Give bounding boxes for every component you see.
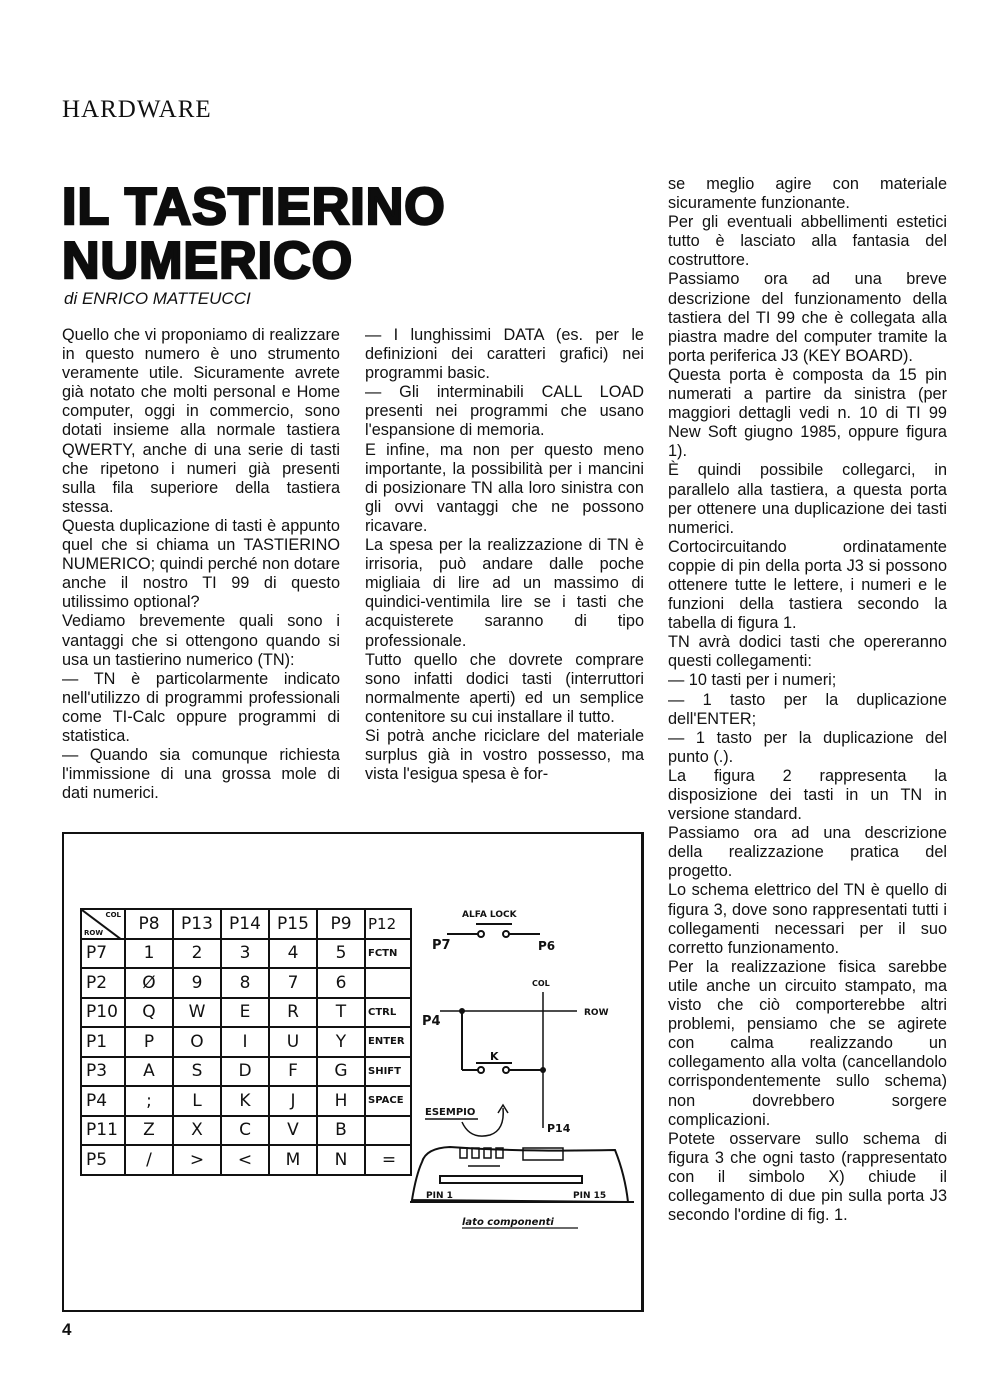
paragraph: — 1 tasto per la duplicazione del punto (.). [668,728,947,766]
row-pin-label: P4 [422,1014,441,1029]
key-cell: E [221,998,269,1028]
title-line-1: IL TASTIERINO [62,178,446,236]
key-cell: A [125,1057,173,1087]
key-cell: H [317,1086,365,1116]
article-title [62,180,446,288]
row-pin-cell: P7 [81,939,125,969]
key-cell: 9 [173,968,221,998]
table-row [81,1086,411,1116]
title-line-2: NUMERICO [62,232,354,290]
table-row [81,998,411,1028]
row-pin-cell: P3 [81,1057,125,1087]
key-cell: Ø [125,968,173,998]
key-cell: G [317,1057,365,1087]
paragraph: La spesa per la realizzazione di TN è irrisoria, può andare dalle poche migliaia di lire ad un massimo di quindici-ventimila lire se i tasti che acquisterete saranno di tipo professionale. [365,536,644,650]
row-pin-cell: P10 [81,998,125,1028]
paragraph: Lo schema elettrico del TN è quello di figura 3, dove sono rappresentati tutti i collegamenti necessari per il suo corretto funzionamento. [668,881,947,957]
switch-contact [478,1067,484,1073]
pin15-label: PIN 15 [573,1191,607,1201]
corner-col-label: COL [105,911,121,919]
table-header-row [81,909,411,939]
key-cell: / [125,1145,173,1175]
row-pin-cell: P5 [81,1145,125,1175]
key-cell: < [221,1145,269,1175]
column-header: P9 [317,909,365,939]
key-cell: S [173,1057,221,1087]
paragraph: Si potrà anche riciclare del materiale surplus già in vostro possesso, ma vista l'esigua spesa è for- [365,726,644,784]
key-cell: C [221,1116,269,1146]
body-column-2 [365,326,644,784]
key-cell: I [221,1027,269,1057]
key-label: K [490,1050,499,1063]
key-cell: L [173,1086,221,1116]
table-row [81,939,411,969]
switch-contact [503,931,509,937]
corner-row-label: ROW [84,928,104,937]
paragraph: — 1 tasto per la duplicazione dell'ENTER; [668,690,947,728]
paragraph: Per la realizzazione fisica sarebbe utile anche un circuito stampato, ma visto che ciò comporterebbe altri problemi, pensiamo che se agirete con calma realizzando un collegamento alla volta (cancellandolo corrispondentemente sullo schema) non dovrebbero sorgere complicazioni. [668,957,947,1129]
corner-cell [81,909,125,939]
key-cell: 1 [125,939,173,969]
key-cell: W [173,998,221,1028]
alfa-lock-label: ALFA LOCK [462,910,517,920]
row-pin-cell: P2 [81,968,125,998]
paragraph: se meglio agire con materiale sicuramente funzionante. [668,175,947,213]
column-header: P13 [173,909,221,939]
table-body [81,939,411,1175]
paragraph: Questa duplicazione di tasti è appunto quel che si chiama un TASTIERINO NUMERICO; quindi perché non dotare anche il nostro TI 99 di questo utilissimo optional? [62,516,340,612]
key-cell: D [221,1057,269,1087]
column-header: P15 [269,909,317,939]
component [460,1148,467,1158]
key-cell: J [269,1086,317,1116]
key-cell: ; [125,1086,173,1116]
pin-right-label: P6 [538,939,556,953]
key-cell: V [269,1116,317,1146]
key-cell: Q [125,998,173,1028]
key-cell: 5 [317,939,365,969]
table-row [81,1027,411,1057]
paragraph: È quindi possibile collegarci, in parallelo alla tastiera, a questa porta per ottenere una duplicazione dei tasti numerici. [668,461,947,537]
switch-contact [503,1067,509,1073]
key-cell: M [269,1145,317,1175]
paragraph: Vediamo brevemente quali sono i vantaggi che si ottengono quando si usa un tastierino numerico (TN): [62,612,340,669]
paragraph: Passiamo ora ad una breve descrizione del funzionamento della tastiera del TI 99 che è collegata alla piastra madre del computer tramite la porta periferica J3 (KEY BOARD). [668,270,947,365]
switch-contact [478,931,484,937]
keyboard-matrix-table [80,908,412,1176]
key-cell: Z [125,1116,173,1146]
paragraph: Questa porta è composta da 15 pin numerati a partire da sinistra (per maggiori dettagli vedi n. 10 di TI 99 New Soft giugno 1985, oppure figura 1). [668,365,947,461]
column-header: P8 [125,909,173,939]
paragraph: Passiamo ora ad una descrizione della realizzazione pratica del progetto. [668,824,947,881]
key-cell: N [317,1145,365,1175]
paragraph: Tutto quello che dovrete comprare sono infatti dodici tasti (interruttori normalmente aperti) ed un semplice contenitore su cui installare il tutto. [365,650,644,726]
example-label: ESEMPIO [425,1107,476,1118]
pin-left-label: P7 [432,938,451,953]
key-cell: R [269,998,317,1028]
table-row [81,1145,411,1175]
row-pin-cell: P4 [81,1086,125,1116]
paragraph: Potete osservare sullo schema di figura 3 che ogni tasto (rappresentato con il simbolo X) chiude il collegamento di due pin sulla porta J3 secondo l'ordine di fig. 1. [668,1129,947,1225]
key-cell [365,1116,411,1146]
table-row [81,968,411,998]
key-cell: F [269,1057,317,1087]
paragraph: — TN è particolarmente indicato nell'utilizzo di programmi professionali come TI-Calc oppure programmi di statistica. [62,669,340,745]
paragraph: — I lunghissimi DATA (es. per le definizioni dei caratteri grafici) nei programmi basic. [365,326,644,383]
key-cell: Y [317,1027,365,1057]
key-cell: 6 [317,968,365,998]
key-cell: O [173,1027,221,1057]
key-cell: CTRL [365,998,411,1028]
key-cell: 3 [221,939,269,969]
key-cell: X [173,1116,221,1146]
junction-dot [540,1067,546,1073]
key-cell: U [269,1027,317,1057]
key-cell: K [221,1086,269,1116]
key-cell: SPACE [365,1086,411,1116]
key-cell: P [125,1027,173,1057]
paragraph: Cortocircuitando ordinatamente coppie di pin della porta J3 si possono ottenere tutte le lettere, i numeri e le funzioni della tastiera secondo la tabella di figura 1. [668,537,947,633]
paragraph: E infine, ma non per questo meno importante, la possibilità per i mancini di posizionare TN alla loro sinistra con gli ovvi vantaggi che ne possono ricavare. [365,440,644,535]
board-caption: lato componenti [462,1217,554,1228]
section-label: HARDWARE [62,96,212,123]
key-cell: 7 [269,968,317,998]
column-header: P12 [365,909,411,939]
body-column-3 [668,175,947,1225]
row-pin-cell: P11 [81,1116,125,1146]
table-row [81,1116,411,1146]
paragraph: — Quando sia comunque richiesta l'immissione di una grossa mole di dati numerici. [62,746,340,803]
col-label: COL [532,979,550,988]
key-cell: B [317,1116,365,1146]
paragraph: Per gli eventuali abbellimenti estetici tutto è lasciato alla fantasia del costruttore. [668,213,947,270]
key-cell: ENTER [365,1027,411,1057]
key-cell [365,968,411,998]
schematic-diagram [410,900,640,1245]
key-cell: FCTN [365,939,411,969]
paragraph: TN avrà dodici tasti che opereranno questi collegamenti: [668,633,947,671]
col-pin-label: P14 [547,1122,571,1135]
key-cell: 4 [269,939,317,969]
paragraph: — Gli interminabili CALL LOAD presenti nei programmi che usano l'espansione di memoria. [365,383,644,440]
pin1-label: PIN 1 [426,1191,453,1201]
key-cell: T [317,998,365,1028]
page-number: 4 [62,1320,72,1339]
key-cell: 2 [173,939,221,969]
row-label: ROW [584,1008,609,1018]
key-cell: SHIFT [365,1057,411,1087]
author-byline: di ENRICO MATTEUCCI [64,289,251,308]
body-column-1 [62,326,340,803]
j3-connector [440,1176,582,1183]
table-row [81,1057,411,1087]
key-cell: 8 [221,968,269,998]
column-header: P14 [221,909,269,939]
key-cell: > [173,1145,221,1175]
row-pin-cell: P1 [81,1027,125,1057]
paragraph: — 10 tasti per i numeri; [668,671,837,690]
paragraph: Quello che vi proponiamo di realizzare in questo numero è uno strumento veramente utile. Sicuramente avrete già notato che molti personal e Home computer, oggi in commercio, sono dotati insieme alla normale tastiera QWERTY, anche di una serie di tasti che ripetono i numeri già presenti sulla fila superiore della tastiera stessa. [62,326,340,516]
paragraph: La figura 2 rappresenta la disposizione dei tasti in un TN in versione standard. [668,766,947,824]
key-cell: = [365,1145,411,1175]
